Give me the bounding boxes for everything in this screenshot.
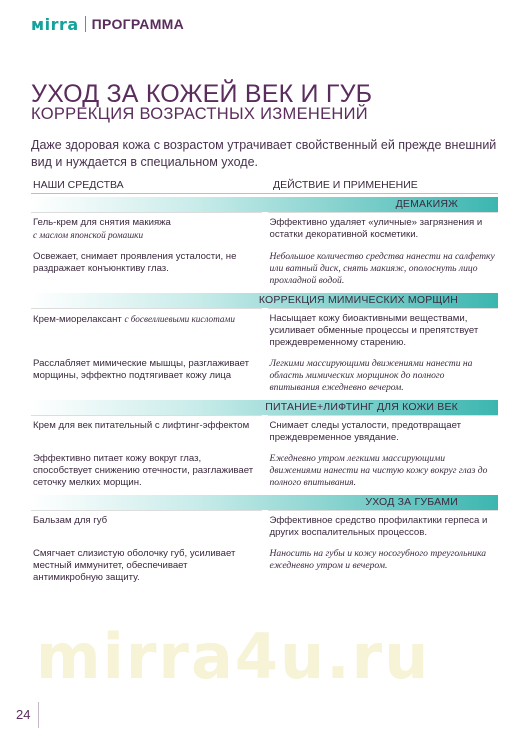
table-section — [31, 197, 498, 290]
product-action: Снимает следы усталости, предотвращает преждевременное увядание. — [268, 415, 499, 447]
page-title: УХОД ЗА КОЖЕЙ ВЕК И ГУБ — [31, 80, 373, 108]
table-row — [31, 245, 498, 290]
column-header-action: ДЕЙСТВИЕ И ПРИМЕНЕНИЕ — [273, 179, 418, 191]
product-benefit: Смягчает слизистую оболочку губ, усиливает местный иммунитет, обеспечивает антимикробную защиту. — [33, 548, 236, 583]
section-heading: КОРРЕКЦИЯ МИМИЧЕСКИХ МОРЩИН — [31, 293, 498, 308]
column-header-products: НАШИ СРЕДСТВА — [33, 179, 124, 191]
table-row — [31, 510, 498, 542]
products-table — [31, 177, 498, 587]
brand-logo: мirra — [31, 14, 79, 34]
product-benefit: Освежает, снимает проявления усталости, не раздражает конъюнктиву глаз. — [33, 251, 237, 274]
table-row — [31, 352, 498, 397]
section-heading: УХОД ЗА ГУБАМИ — [31, 495, 498, 510]
product-benefit: Эффективно питает кожу вокруг глаз, способствует снижению отечности, разглаживает сеточку мелких морщин. — [33, 453, 254, 488]
product-name-cell — [31, 308, 262, 352]
page-subtitle: КОРРЕКЦИЯ ВОЗРАСТНЫХ ИЗМЕНЕНИЙ — [31, 105, 368, 123]
table-section — [31, 293, 498, 397]
product-name: Бальзам для губ — [31, 510, 262, 542]
table-row — [31, 308, 498, 352]
product-name: Крем-миорелаксант — [33, 314, 122, 325]
product-usage: Легкими массирующими движениями нанести на область мимических морщинок до полного впитывания ежедневно вечером. — [269, 358, 473, 393]
product-usage: Наносить на губы и кожу носогубного треугольника ежедневно утром и вечером. — [269, 548, 487, 571]
table-row — [31, 542, 498, 587]
page-number: 24 — [16, 707, 31, 722]
product-name: Крем для век питательный с лифтинг-эффектом — [31, 415, 262, 447]
table-column-headers — [31, 177, 498, 194]
product-benefit: Расслабляет мимические мышцы, разглаживает морщины, эффектно подтягивает кожу лица — [33, 358, 250, 381]
page-header — [31, 14, 184, 34]
table-section — [31, 495, 498, 587]
table-row — [31, 447, 498, 492]
product-name-cell — [31, 212, 262, 245]
table-row — [31, 212, 498, 245]
header-section-title: ПРОГРАММА — [91, 16, 185, 32]
product-subtitle: с маслом японской ромашки — [33, 230, 144, 240]
intro-text: Даже здоровая кожа с возрастом утрачивает свойственный ей прежде внешний вид и нуждается в специальном уходе. — [31, 138, 497, 169]
product-name: Гель-крем для снятия макияжа — [33, 217, 171, 228]
table-row — [31, 415, 498, 447]
page-number-divider — [38, 702, 39, 728]
header-divider — [85, 16, 86, 32]
table-section — [31, 400, 498, 492]
watermark: mirra4u.ru — [36, 620, 431, 693]
product-action: Эффективно удаляет «уличные» загрязнения и остатки декоративной косметики. — [268, 212, 499, 245]
product-action: Эффективное средство профилактики герпеса и других воспалительных процессов. — [268, 510, 499, 542]
product-action: Насыщает кожу биоактивными веществами, усиливает обменные процессы и препятствует преждевременному старению. — [268, 308, 499, 352]
section-heading: ПИТАНИЕ+ЛИФТИНГ ДЛЯ КОЖИ ВЕК — [31, 400, 498, 415]
product-usage: Ежедневно утром легкими массирующими движениями нанести на чистую кожу вокруг глаз до полного впитывания. — [269, 453, 488, 488]
product-subtitle: с босвеллиевыми кислотами — [124, 314, 235, 324]
section-heading: ДЕМАКИЯЖ — [31, 197, 498, 212]
product-usage: Небольшое количество средства нанести на салфетку или ватный диск, снять макияж, ополоснуть лицо прохладной водой. — [269, 251, 495, 286]
